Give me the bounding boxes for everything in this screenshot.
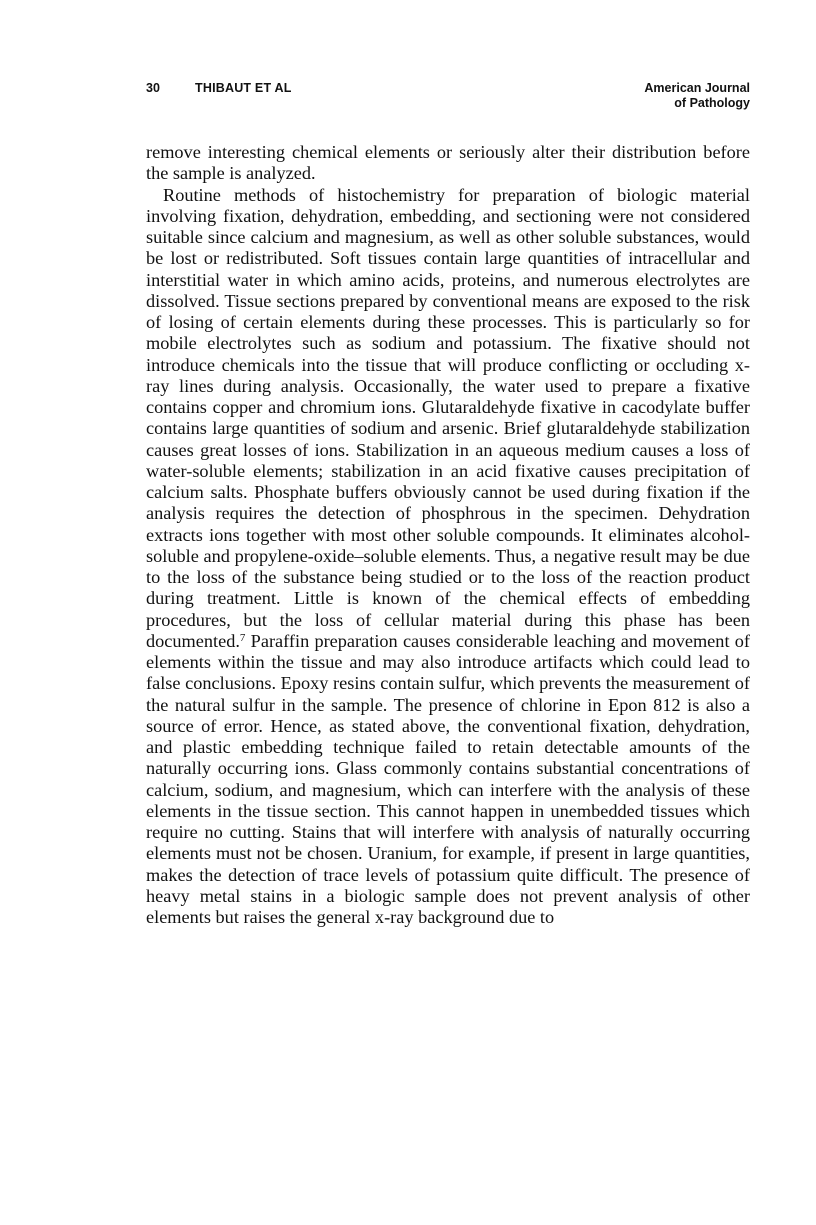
journal-name-line-2: of Pathology xyxy=(674,96,750,110)
article-body xyxy=(146,142,750,928)
journal-name-line-1: American Journal xyxy=(644,81,750,95)
reference-marker: 7 xyxy=(239,631,246,644)
paragraph-text-part-1: Routine methods of histochemistry for preparation of biologic material involving fixation, dehydration, embedding, and sectioning were not considered suitable since calcium and magnesium, as well as other soluble substances, would be lost or redistributed. Soft tissues contain large quantities of intracellular and interstitial water in which amino acids, proteins, and numerous electrolytes are dissolved. Tissue sections prepared by conventional means are exposed to the risk of losing of certain elements during these processes. This is particularly so for mobile electrolytes such as sodium and potassium. The fixative should not introduce chemicals into the tissue that will produce conflicting or occluding x-ray lines during analysis. Occasionally, the water used to prepare a fixative contains copper and chromium ions. Glutaraldehyde fixative in cacodylate buffer contains large quantities of sodium and arsenic. Brief glutaraldehyde stabilization causes great losses of ions. Stabilization in an aqueous medium causes a loss of water-soluble elements; stabilization in an acid fixative causes precipitation of calcium salts. Phosphate buffers obviously cannot be used during fixation if the analysis requires the detection of phosphrous in the specimen. Dehydration extracts ions together with most other soluble compounds. It eliminates alcohol-soluble and propylene-oxide–soluble elements. Thus, a negative result may be due to the loss of the substance being studied or to the loss of the reaction product during treatment. Little is known of the chemical effects of embedding procedures, but the loss of cellular material during this phase has been documented. xyxy=(146,184,750,651)
running-authors: THIBAUT ET AL xyxy=(195,81,292,95)
journal-name xyxy=(644,81,750,111)
page-number: 30 xyxy=(146,81,160,95)
running-header xyxy=(146,81,750,115)
paragraph-histochemistry-methods xyxy=(146,185,750,929)
paragraph-continued: remove interesting chemical elements or seriously alter their distribution before the sample is analyzed. xyxy=(146,142,750,184)
paragraph-text-part-2: Paraffin preparation causes considerable leaching and movement of elements within the tissue and may also introduce artifacts which could lead to false conclusions. Epoxy resins contain sulfur, which prevents the measurement of the natural sulfur in the sample. The presence of chlorine in Epon 812 is also a source of error. Hence, as stated above, the conventional fixation, dehydration, and plastic embedding technique failed to retain detectable amounts of the naturally occurring ions. Glass commonly contains substantial concentrations of calcium, sodium, and magnesium, which can interfere with the analysis of these elements in the tissue section. This cannot happen in unembedded tissues which require no cutting. Stains that will interfere with analysis of naturally occurring elements must not be chosen. Uranium, for example, if present in large quantities, makes the detection of trace levels of potassium quite difficult. The presence of heavy metal stains in a biologic sample does not prevent analysis of other elements but raises the general x-ray background due to xyxy=(146,630,750,927)
